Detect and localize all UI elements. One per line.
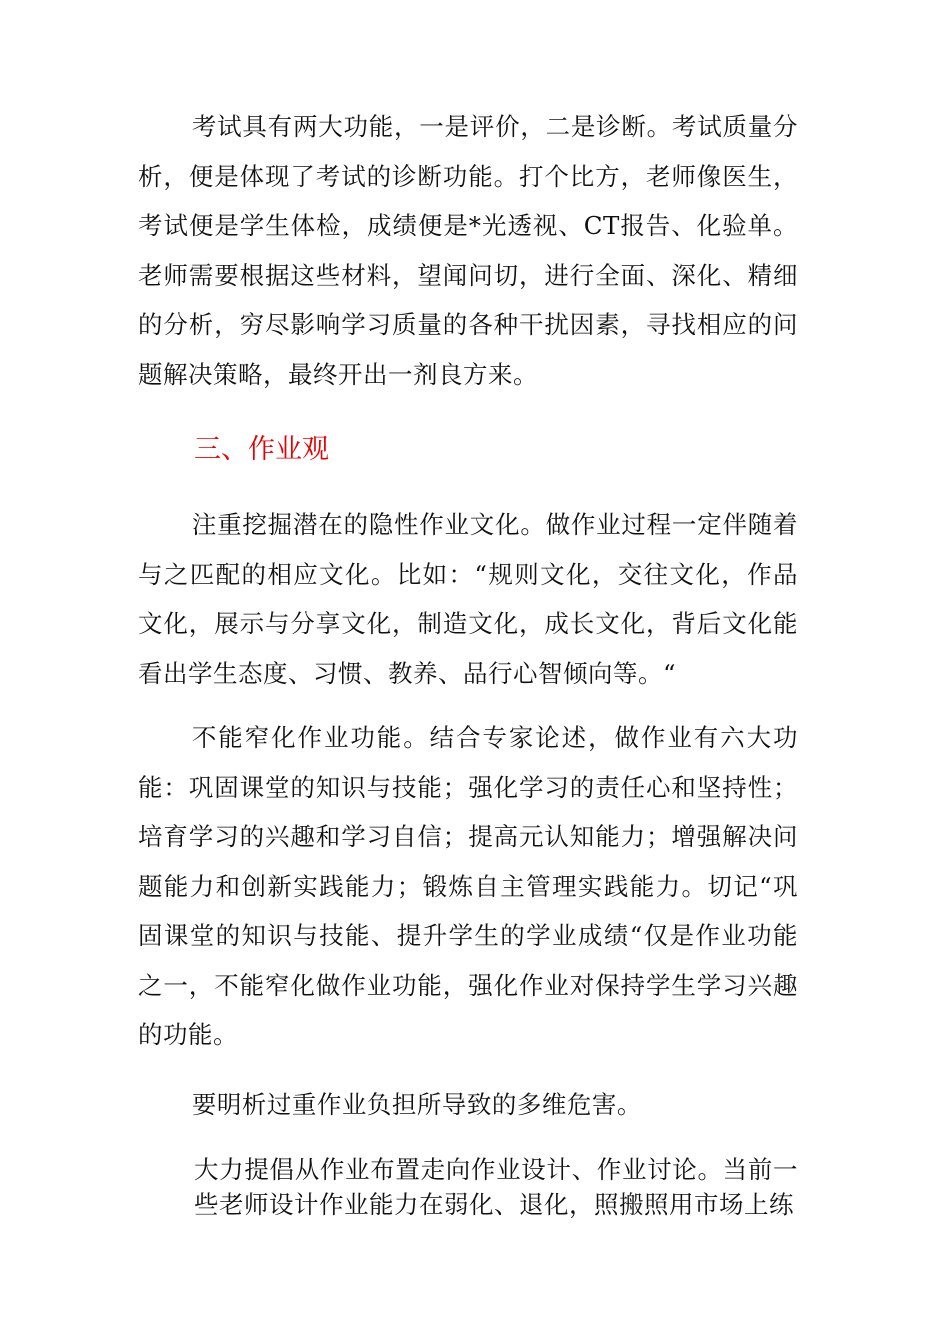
paragraph-homework-design: 大力提倡从作业布置走向作业设计、作业讨论。当前一些老师设计作业能力在弱化、退化，照搬照用市场上练: [194, 1155, 798, 1219]
paragraph-homework-burden: 要明析过重作业负担所导致的多维危害。: [191, 1090, 642, 1119]
paragraph-homework-function: 不能窄化作业功能。结合专家论述，做作业有六大功能：巩固课堂的知识与技能；强化学习的责任心和坚持性；培育学习的兴趣和学习自信；提高元认知能力；增强解决问题能力和创新实践能力；锻炼自主管理实践能力。切记“巩固课堂的知识与技能、提升学生的学业成绩“仅是作业功能之一，不能窄化做作业功能，强化作业对保持学生学习兴趣的功能。: [138, 723, 798, 1049]
paragraph-homework-culture: 注重挖掘潜在的隐性作业文化。做作业过程一定伴随着与之匹配的相应文化。比如：“规则文化，交往文化，作品文化，展示与分享文化，制造文化，成长文化，背后文化能看出学生态度、习惯、教养、品行心智倾向等。“: [138, 510, 798, 688]
section-heading: 三、作业观: [194, 434, 329, 465]
paragraph-exam-analysis: 考试具有两大功能，一是评价，二是诊断。考试质量分析，便是体现了考试的诊断功能。打个比方，老师像医生，考试便是学生体检，成绩便是*光透视、CT报告、化验单。老师需要根据这些材料，望闻问切，进行全面、深化、精细的分析，穷尽影响学习质量的各种干扰因素，寻找相应的问题解决策略，最终开出一剂良方来。: [138, 112, 798, 389]
